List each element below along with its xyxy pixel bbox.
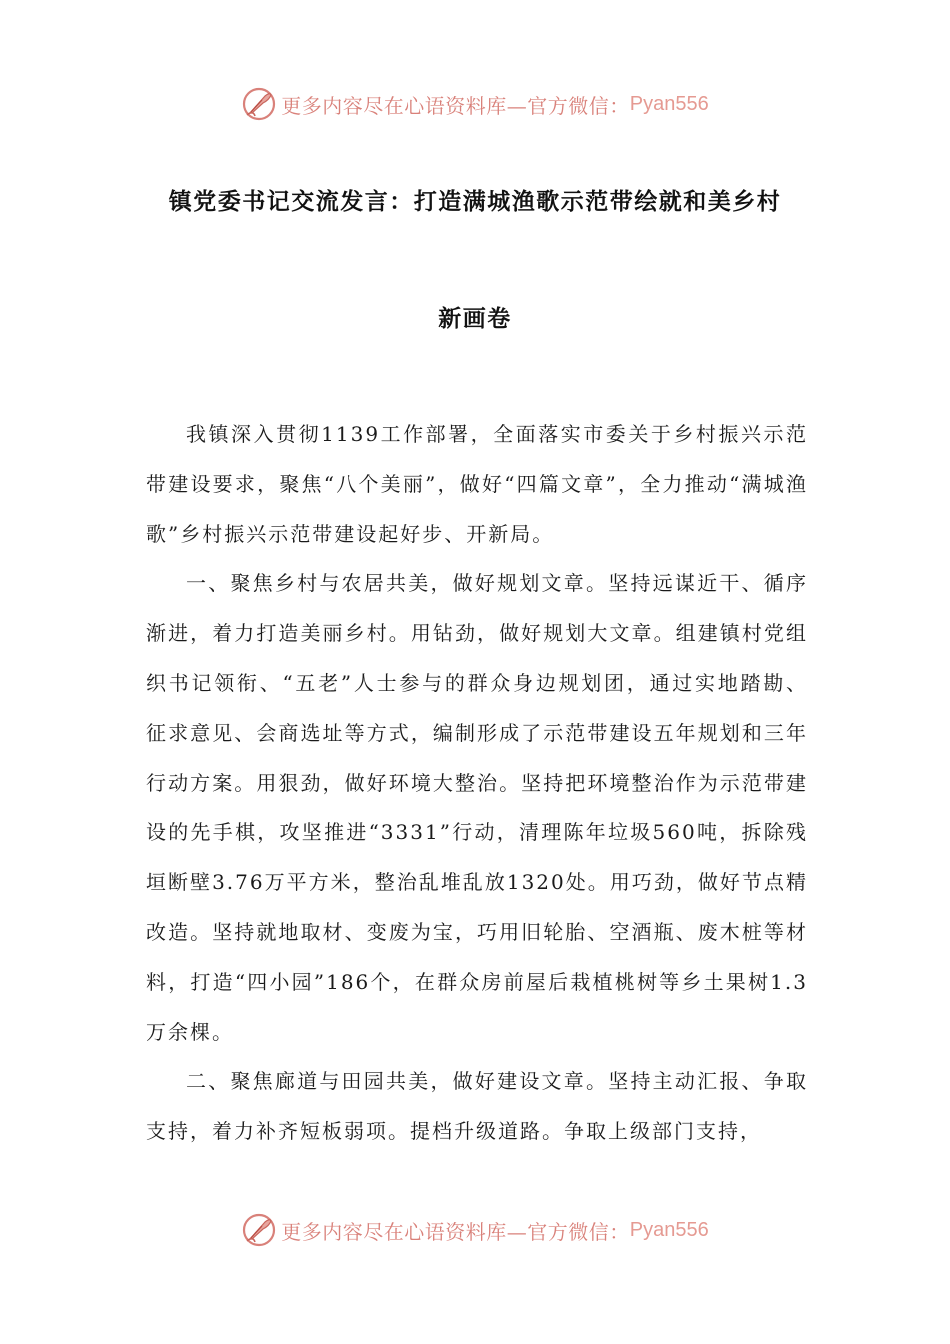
document-body (146, 410, 808, 1157)
quill-pen-logo-icon (241, 86, 277, 122)
watermark-banner-top (0, 84, 950, 124)
watermark-text: 更多内容尽在心语资料库—官方微信： (281, 1219, 630, 1244)
watermark-text: 更多内容尽在心语资料库—官方微信： (281, 93, 630, 118)
watermark-banner-bottom (0, 1210, 950, 1250)
document-title-line-1: 镇党委书记交流发言：打造满城渔歌示范带绘就和美乡村 (168, 188, 782, 215)
body-paragraph-intro: 我镇深入贯彻1139工作部署，全面落实市委关于乡村振兴示范带建设要求，聚焦“八个美丽”，做好“四篇文章”，全力推动“满城渔歌”乡村振兴示范带建设起好步、开新局。 (146, 422, 808, 546)
wechat-id: Pyan556 (629, 1218, 709, 1241)
body-paragraph-section-1: 一、聚焦乡村与农居共美，做好规划文章。坚持远谋近干、循序渐进，着力打造美丽乡村。用钻劲，做好规划大文章。组建镇村党组织书记领衔、“五老”人士参与的群众身边规划团，通过实地踏勘、征求意见、会商选址等方式，编制形成了示范带建设五年规划和三年行动方案。用狠劲，做好环境大整治。坚持把环境整治作为示范带建设的先手棋，攻坚推进“3331”行动，清理陈年垃圾560吨，拆除残垣断壁3.76万平方米，整治乱堆乱放1320处。用巧劲，做好节点精改造。坚持就地取材、变废为宝，巧用旧轮胎、空酒瓶、废木桩等材料，打造“四小园”186个，在群众房前屋后栽植桃树等乡土果树1.3万余棵。 (146, 571, 808, 1044)
body-paragraph-section-2: 二、聚焦廊道与田园共美，做好建设文章。坚持主动汇报、争取支持，着力补齐短板弱项。提档升级道路。争取上级部门支持， (146, 1069, 808, 1144)
quill-pen-logo-icon (241, 1212, 277, 1248)
document-title-line-2: 新画卷 (438, 305, 512, 332)
wechat-id: Pyan556 (629, 92, 709, 115)
